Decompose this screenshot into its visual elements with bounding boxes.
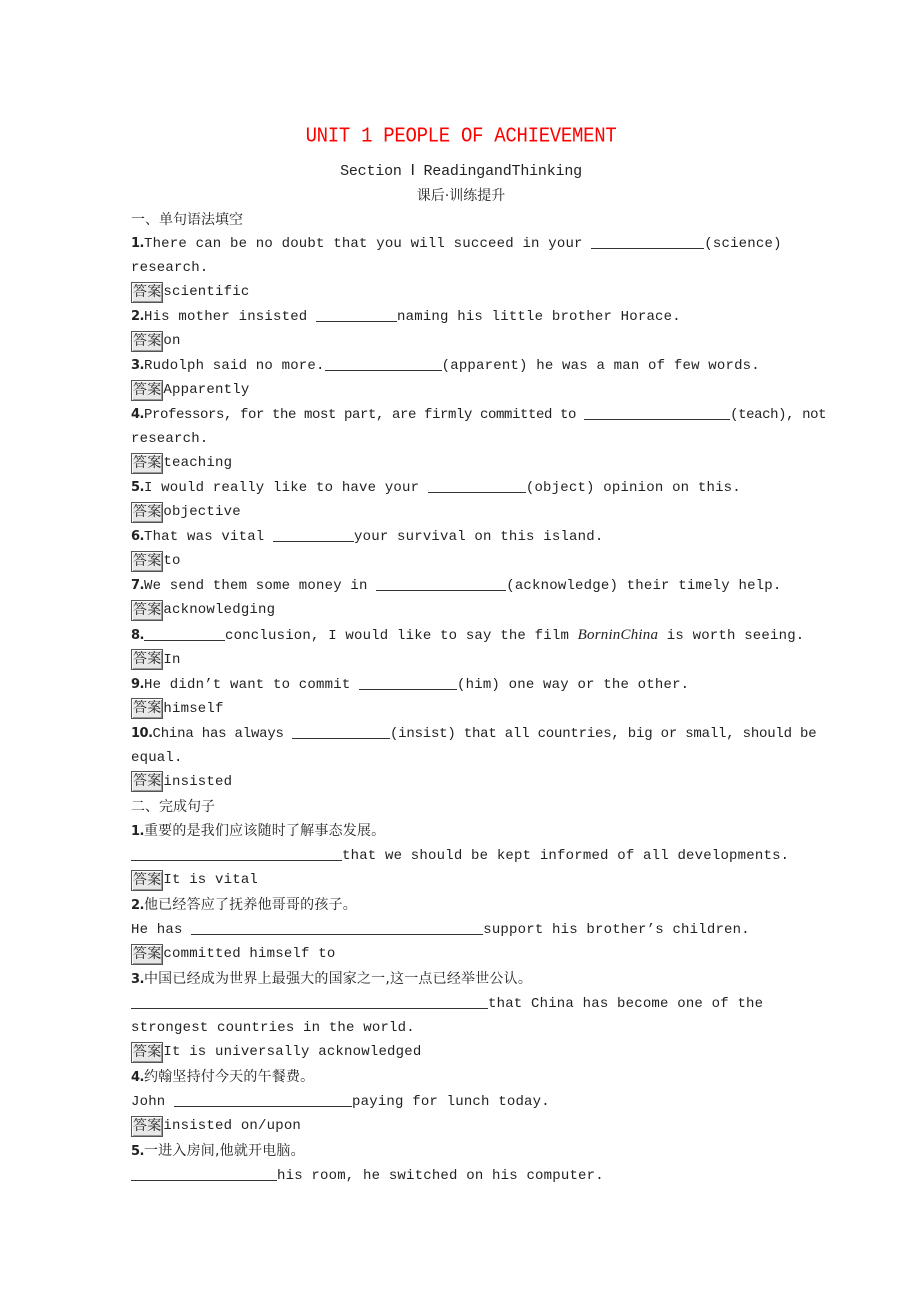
answer-5 [131, 500, 791, 525]
answer-blank[interactable] [131, 994, 488, 1009]
answer-text: Apparently [163, 382, 250, 399]
document-page [131, 120, 827, 1188]
question-text: Professors, for the most part, are firmly committed to [143, 407, 585, 423]
answer-label[interactable]: 答案 [131, 649, 163, 670]
question-8 [131, 623, 805, 648]
answer-9 [131, 697, 791, 722]
answer-text: himself [163, 700, 224, 717]
question-text: (acknowledge) their timely help. [506, 577, 782, 594]
answer-label[interactable]: 答案 [131, 453, 163, 474]
question-number: 8. [131, 627, 144, 643]
translation-1-sentence [131, 844, 791, 868]
question-3 [131, 354, 791, 378]
question-number: 6. [131, 528, 144, 544]
question-text: that China has become one of the [488, 996, 764, 1012]
answer-blank[interactable] [584, 405, 730, 420]
question-text: (object) opinion on this. [525, 480, 741, 497]
translation-2-sentence [131, 918, 791, 942]
film-title: BorninChina [577, 626, 659, 643]
answer-label[interactable]: 答案 [131, 1116, 163, 1137]
answer-text: on [163, 333, 181, 350]
answer-2 [131, 329, 791, 354]
translation-5-prompt [131, 1139, 791, 1164]
question-text: (insist) that all countries, big or small, should be [389, 725, 817, 742]
question-text: (science) [704, 236, 782, 253]
question-5 [131, 476, 791, 500]
answer-text: committed himself to [163, 946, 336, 963]
answer-blank[interactable] [174, 1092, 352, 1107]
question-number: 1. [131, 236, 144, 252]
translation-4-prompt [131, 1065, 791, 1090]
answer-text: teaching [163, 455, 233, 472]
answer-text: acknowledging [163, 602, 276, 618]
translation-4-answer [131, 1114, 791, 1139]
answer-blank[interactable] [292, 724, 390, 739]
translation-3-sentence [131, 992, 791, 1016]
translation-3-answer [131, 1040, 791, 1065]
answer-label[interactable]: 答案 [131, 502, 163, 523]
chinese-sentence: 重要的是我们应该随时了解事态发展。 [143, 822, 386, 839]
answer-text: objective [163, 504, 241, 521]
question-text: I would really like to have your [143, 480, 428, 497]
answer-text: insisted on/upon [163, 1118, 302, 1135]
question-text: He has [131, 921, 192, 938]
translation-1-prompt [131, 819, 791, 844]
question-number: 3. [131, 358, 144, 374]
answer-label[interactable]: 答案 [131, 551, 163, 572]
translation-1-answer [131, 868, 791, 893]
question-9 [131, 673, 791, 697]
question-number: 3. [131, 971, 144, 987]
translation-2-answer [131, 942, 791, 967]
question-number: 10. [131, 725, 153, 741]
answer-7 [131, 598, 791, 623]
question-text: conclusion, I would like to say the film [224, 627, 578, 644]
question-text: His mother insisted [143, 309, 317, 326]
question-text: is worth seeing. [658, 627, 805, 644]
answer-text: to [163, 553, 181, 570]
answer-label[interactable]: 答案 [131, 771, 163, 792]
answer-blank[interactable] [273, 527, 354, 542]
answer-blank[interactable] [316, 307, 397, 322]
answer-label[interactable]: 答案 [131, 380, 163, 401]
question-text: your survival on this island. [354, 528, 604, 545]
question-4 [131, 403, 827, 427]
answer-label[interactable]: 答案 [131, 698, 163, 719]
answer-1 [131, 280, 791, 305]
question-text: There can be no doubt that you will succeed in your [143, 236, 592, 253]
question-number: 5. [131, 480, 144, 496]
question-text: that we should be kept informed of all developments. [342, 847, 790, 864]
answer-blank[interactable] [359, 675, 457, 690]
exercise-subtitle: 课后·训练提升 [416, 188, 506, 204]
question-text: China has always [152, 725, 292, 742]
question-number: 2. [131, 309, 144, 325]
answer-text: It is universally acknowledged [163, 1044, 422, 1061]
question-7 [131, 574, 791, 598]
question-4-continued: research. [131, 431, 209, 448]
answer-blank[interactable] [428, 478, 526, 493]
answer-blank[interactable] [191, 920, 483, 935]
answer-label[interactable]: 答案 [131, 600, 163, 621]
translation-5-sentence [131, 1164, 791, 1188]
question-text: naming his little brother Horace. [397, 309, 681, 326]
answer-blank[interactable] [144, 626, 225, 641]
answer-label[interactable]: 答案 [131, 1042, 163, 1063]
question-number: 4. [131, 1070, 144, 1086]
answer-4 [131, 451, 791, 476]
question-text: Rudolph said no more. [143, 358, 325, 375]
answer-blank[interactable] [591, 234, 704, 249]
answer-blank[interactable] [131, 1166, 277, 1181]
question-number: 9. [131, 676, 144, 692]
answer-6 [131, 549, 791, 574]
unit-title: UNIT 1 PEOPLE OF ACHIEVEMENT [305, 123, 617, 149]
answer-blank[interactable] [325, 356, 442, 371]
answer-label[interactable]: 答案 [131, 870, 163, 891]
answer-blank[interactable] [376, 576, 506, 591]
answer-text: In [163, 651, 181, 668]
translation-4-sentence [131, 1090, 791, 1114]
answer-text: It is vital [163, 872, 259, 889]
question-text: his room, he switched on his computer. [277, 1168, 604, 1185]
question-number: 5. [131, 1144, 144, 1160]
answer-label[interactable]: 答案 [131, 282, 163, 303]
question-text: John [131, 1094, 175, 1111]
question-2 [131, 305, 791, 329]
answer-3 [131, 378, 791, 403]
question-text: He didn’t want to commit [143, 676, 360, 693]
part1-heading: 一、单句语法填空 [131, 212, 243, 228]
question-number: 2. [131, 897, 144, 913]
question-text: paying for lunch today. [352, 1094, 550, 1111]
question-text: We send them some money in [143, 577, 377, 594]
question-number: 4. [131, 407, 144, 422]
translation-3-prompt [131, 967, 791, 992]
translation-3-continued: strongest countries in the world. [131, 1020, 415, 1037]
answer-label[interactable]: 答案 [131, 944, 163, 965]
question-number: 1. [131, 823, 144, 839]
section-title: Section Ⅰ ReadingandThinking [340, 163, 582, 180]
chinese-sentence: 他已经答应了抚养他哥哥的孩子。 [143, 896, 357, 913]
question-6 [131, 525, 791, 549]
translation-2-prompt [131, 893, 791, 918]
question-text: support his brother’s children. [483, 921, 750, 938]
answer-8 [131, 648, 791, 673]
part2-heading: 二、完成句子 [131, 798, 215, 815]
question-text: That was vital [143, 528, 274, 545]
question-1 [131, 232, 791, 256]
question-number: 7. [131, 577, 144, 593]
question-text: (teach), not [730, 407, 827, 423]
question-text: (apparent) he was a man of few words. [441, 358, 760, 375]
answer-10 [131, 770, 791, 795]
answer-blank[interactable] [131, 846, 342, 861]
chinese-sentence: 中国已经成为世界上最强大的国家之一,这一点已经举世公认。 [143, 970, 533, 987]
chinese-sentence: 约翰坚持付今天的午餐费。 [143, 1069, 315, 1086]
question-1-continued: research. [131, 260, 209, 277]
chinese-sentence: 一进入房间,他就开电脑。 [143, 1143, 305, 1160]
question-10-continued: equal. [131, 749, 183, 766]
answer-label[interactable]: 答案 [131, 331, 163, 352]
answer-text: insisted [163, 773, 233, 790]
question-text: (him) one way or the other. [457, 676, 690, 693]
question-10 [131, 722, 817, 746]
answer-text: scientific [163, 284, 250, 301]
